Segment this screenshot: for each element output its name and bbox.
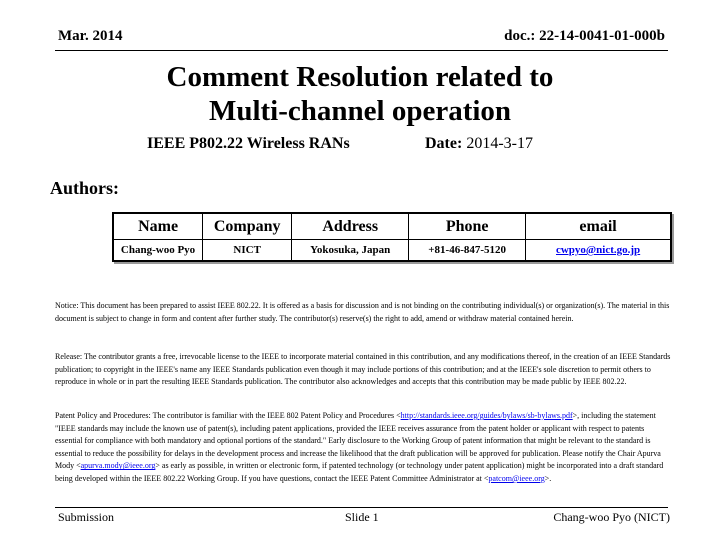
patent-text-b: >, including the statement "IEEE standards may include the known use of patent(s), including patent applications, provided the IEEE receives assurance from the patent holder or applicant with respect to patents essential for compliance with both mandatory and optional portions of the standard." Early disclosure to the Working Group of patent information that might be relevant to the standard is essential to reduce the possibility for delays in the development process and increase the likelihood that the draft publication will be approved for publication. Please notify the Chair Apurva Mody < <box>55 411 661 471</box>
header-rule <box>55 50 668 51</box>
patent-text-d: >. <box>544 473 552 483</box>
table-row <box>114 240 671 261</box>
release-paragraph: Release: The contributor grants a free, irrevocable license to the IEEE to incorporate material contained in this contribution, and any modifications thereof, in the creation of an IEEE Standards publication; to copyright in the IEEE's name any IEEE Standards publication even though it may include portions of this contribution; and at the IEEE's sole discretion to permit others to reproduce in whole or in part the resulting IEEE Standards publication. The contributor also acknowledges and accepts that this contribution may be made public by IEEE 802.22. <box>55 352 671 387</box>
author-name: Chang-woo Pyo <box>114 240 203 261</box>
footer-slide-number: Slide 1 <box>345 510 379 524</box>
author-address: Yokosuka, Japan <box>292 240 409 261</box>
chair-email-link[interactable]: apurva.mody@ieee.org <box>80 461 156 471</box>
title-line-2: Multi-channel operation <box>208 95 512 127</box>
author-company: NICT <box>203 240 292 261</box>
col-address-header: Address <box>292 214 409 240</box>
title-line-1: Comment Resolution related to <box>166 61 554 93</box>
col-email-header: email <box>526 214 671 240</box>
author-email-cell <box>526 240 671 261</box>
footer-author: Chang-woo Pyo (NICT) <box>553 510 670 524</box>
date-value: 2014-3-17 <box>466 135 533 152</box>
author-phone: +81-46-847-5120 <box>409 240 526 261</box>
notice-paragraph: Notice: This document has been prepared to assist IEEE 802.22. It is offered as a basis for discussion and is not binding on the contributing individual(s) or organization(s). The material in this document is subject to change in form and content after further study. The contributor(s) reserve(s) the right to add, amend or withdraw material contained herein. <box>55 301 670 323</box>
footer-submission: Submission <box>58 510 115 524</box>
header-date: Mar. 2014 <box>58 28 123 44</box>
patcom-email-link[interactable]: patcom@ieee.org <box>488 473 545 483</box>
col-phone-header: Phone <box>409 214 526 240</box>
header-doc-number: doc.: 22-14-0041-01-000b <box>504 28 665 44</box>
col-company-header: Company <box>203 214 292 240</box>
footer-rule <box>55 507 668 508</box>
author-email-link[interactable]: cwpyo@nict.go.jp <box>555 244 641 256</box>
patent-text-a: Patent Policy and Procedures: The contributor is familiar with the IEEE 802 Patent Policy and Procedures < <box>55 411 401 420</box>
authors-table <box>112 212 672 262</box>
table-header-row <box>114 214 671 240</box>
bylaws-link[interactable]: http://standards.ieee.org/guides/bylaws/sb-bylaws.pdf <box>400 411 573 420</box>
working-group: IEEE P802.22 Wireless RANs <box>147 135 350 152</box>
col-name-header: Name <box>114 214 203 240</box>
patent-policy-paragraph <box>55 410 673 486</box>
document-date <box>425 135 533 153</box>
date-label: Date: <box>425 135 463 152</box>
authors-heading: Authors: <box>50 178 120 198</box>
patent-text-c: > as early as possible, in written or electronic form, if patented technology (or technology under patent application) might be incorporated into a draft standard being developed within the IEEE 802.22 Working Group. If you have questions, contact the IEEE Patent Committee Administrator at < <box>55 461 664 483</box>
slide-title <box>0 60 720 128</box>
